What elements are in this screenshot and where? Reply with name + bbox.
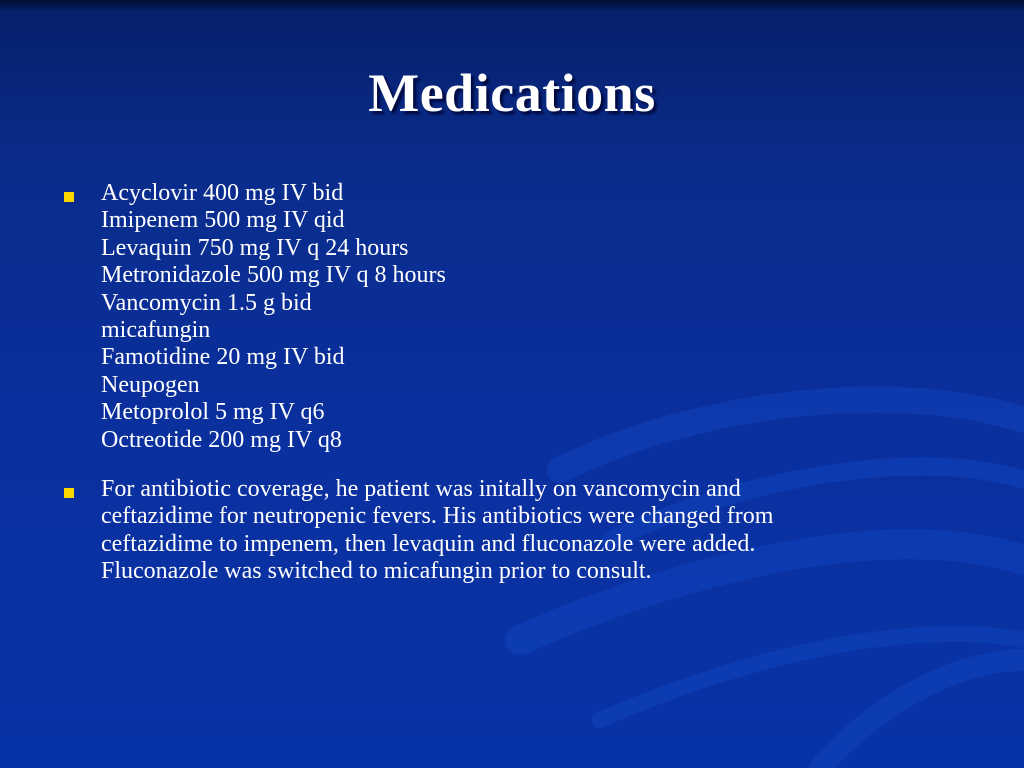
slide-title: Medications xyxy=(368,63,656,123)
medication-item: Neupogen xyxy=(101,371,200,398)
medication-item: Acyclovir 400 mg IV bid xyxy=(101,180,344,206)
antibiotic-note-bullet xyxy=(60,476,900,586)
square-bullet-icon xyxy=(64,192,74,202)
medication-item: Famotidine 20 mg IV bid xyxy=(101,344,345,371)
medication-item: micafungin xyxy=(101,317,211,344)
medication-item: Levaquin 750 mg IV q 24 hours xyxy=(101,234,409,261)
medication-item: Metronidazole 500 mg IV q 8 hours xyxy=(101,262,446,289)
medication-list-bullet xyxy=(60,180,900,454)
antibiotic-note-line: For antibiotic coverage, he patient was initally on vancomycin and xyxy=(101,476,741,503)
medication-item: Imipenem 500 mg IV qid xyxy=(101,207,345,234)
square-bullet-icon xyxy=(64,488,74,498)
medication-item: Octreotide 200 mg IV q8 xyxy=(101,426,342,453)
antibiotic-note-line: ceftazidime to impenem, then levaquin and fluconazole were added. xyxy=(101,530,756,557)
medication-item: Metoprolol 5 mg IV q6 xyxy=(101,399,325,426)
slide-body xyxy=(60,180,900,608)
antibiotic-note-line: ceftazidime for neutropenic fevers. His antibiotics were changed from xyxy=(101,503,774,530)
antibiotic-note-line: Fluconazole was switched to micafungin prior to consult. xyxy=(101,558,652,585)
medication-item: Vancomycin 1.5 g bid xyxy=(101,289,312,316)
